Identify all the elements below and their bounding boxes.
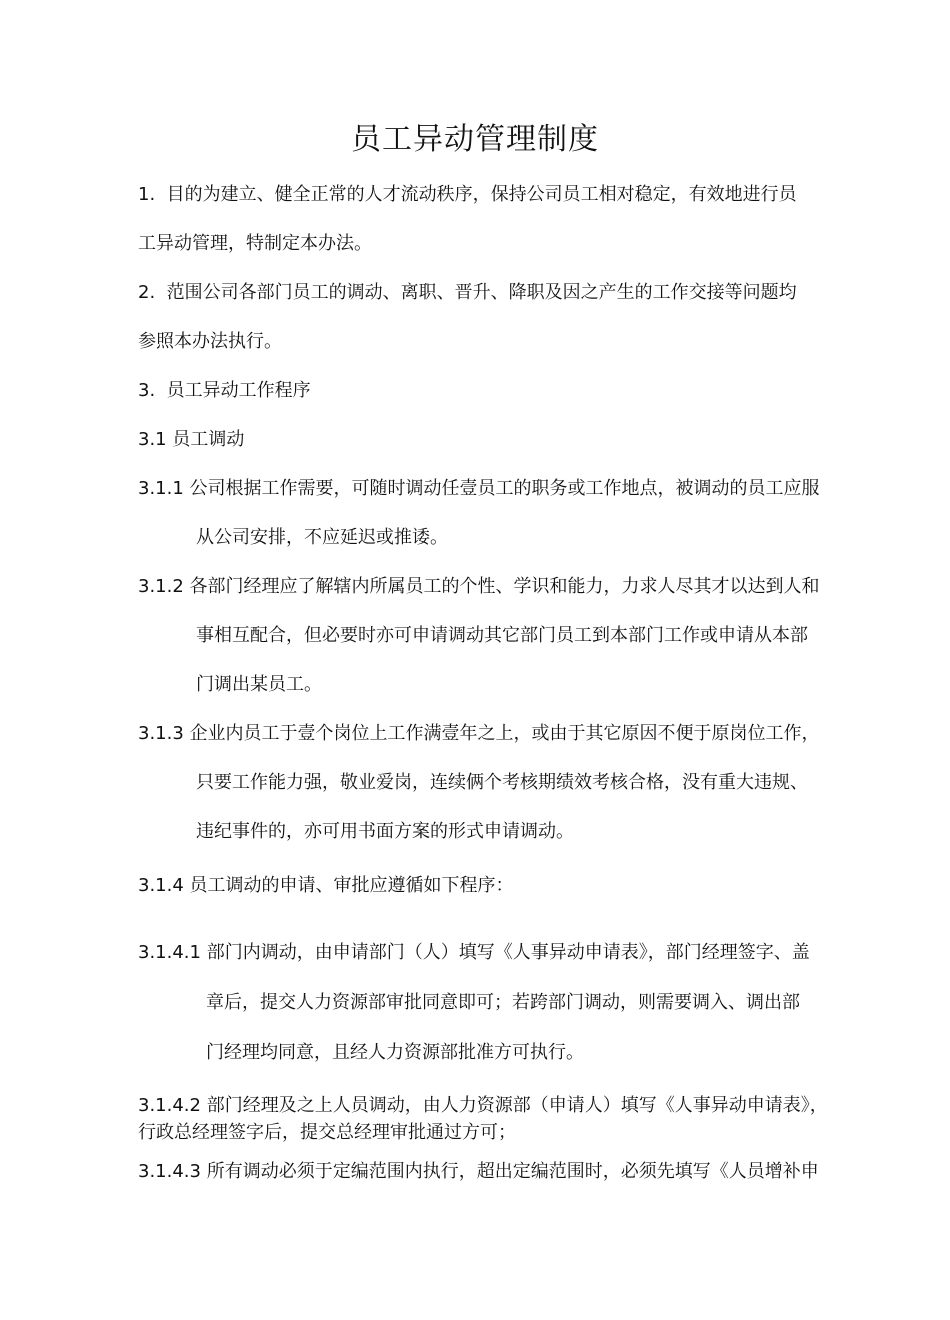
paragraph-line: 事相互配合，但必要时亦可申请调动其它部门员工到本部门工作或申请从本部 (196, 625, 808, 646)
subsection-heading: 3.1 员工调动 (138, 429, 245, 450)
paragraph-line: 门调出某员工。 (196, 674, 322, 695)
paragraph-line: 3.1.2 各部门经理应了解辖内所属员工的个性、学识和能力，力求人尽其才以达到人和 (138, 576, 820, 597)
paragraph-line: 工异动管理，特制定本办法。 (138, 233, 372, 254)
paragraph-line: 从公司安排，不应延迟或推诿。 (196, 527, 448, 548)
paragraph-line: 行政总经理签字后，提交总经理审批通过方可； (138, 1122, 516, 1143)
paragraph-line: 只要工作能力强，敬业爱岗，连续俩个考核期绩效考核合格，没有重大违规、 (196, 772, 808, 793)
paragraph-line: 门经理均同意，且经人力资源部批准方可执行。 (206, 1042, 584, 1063)
paragraph-line: 3.1.4.2 部门经理及之上人员调动，由人力资源部（申请人）填写《人事异动申请表》， (138, 1095, 828, 1116)
paragraph-line: 参照本办法执行。 (138, 331, 282, 352)
paragraph-line: 违纪事件的，亦可用书面方案的形式申请调动。 (196, 821, 574, 842)
paragraph-line: 3.1.4.3 所有调动必须于定编范围内执行，超出定编范围时，必须先填写《人员增补申 (138, 1161, 819, 1182)
paragraph-line: 3.1.1 公司根据工作需要，可随时调动任壹员工的职务或工作地点，被调动的员工应服 (138, 478, 820, 499)
paragraph-line: 3.1.4 员工调动的申请、审批应遵循如下程序： (138, 875, 514, 896)
paragraph-line: 2. 范围公司各部门员工的调动、离职、晋升、降职及因之产生的工作交接等问题均 (138, 282, 797, 303)
paragraph-line: 3.1.3 企业内员工于壹个岗位上工作满壹年之上，或由于其它原因不便于原岗位工作， (138, 723, 820, 744)
paragraph-line: 章后，提交人力资源部审批同意即可；若跨部门调动，则需要调入、调出部 (206, 992, 800, 1013)
section-heading: 3. 员工异动工作程序 (138, 380, 311, 401)
document-title: 员工异动管理制度 (351, 122, 599, 157)
paragraph-line: 1. 目的为建立、健全正常的人才流动秩序，保持公司员工相对稳定，有效地进行员 (138, 184, 797, 205)
paragraph-line: 3.1.4.1 部门内调动，由申请部门（人）填写《人事异动申请表》，部门经理签字、盖 (138, 942, 810, 963)
